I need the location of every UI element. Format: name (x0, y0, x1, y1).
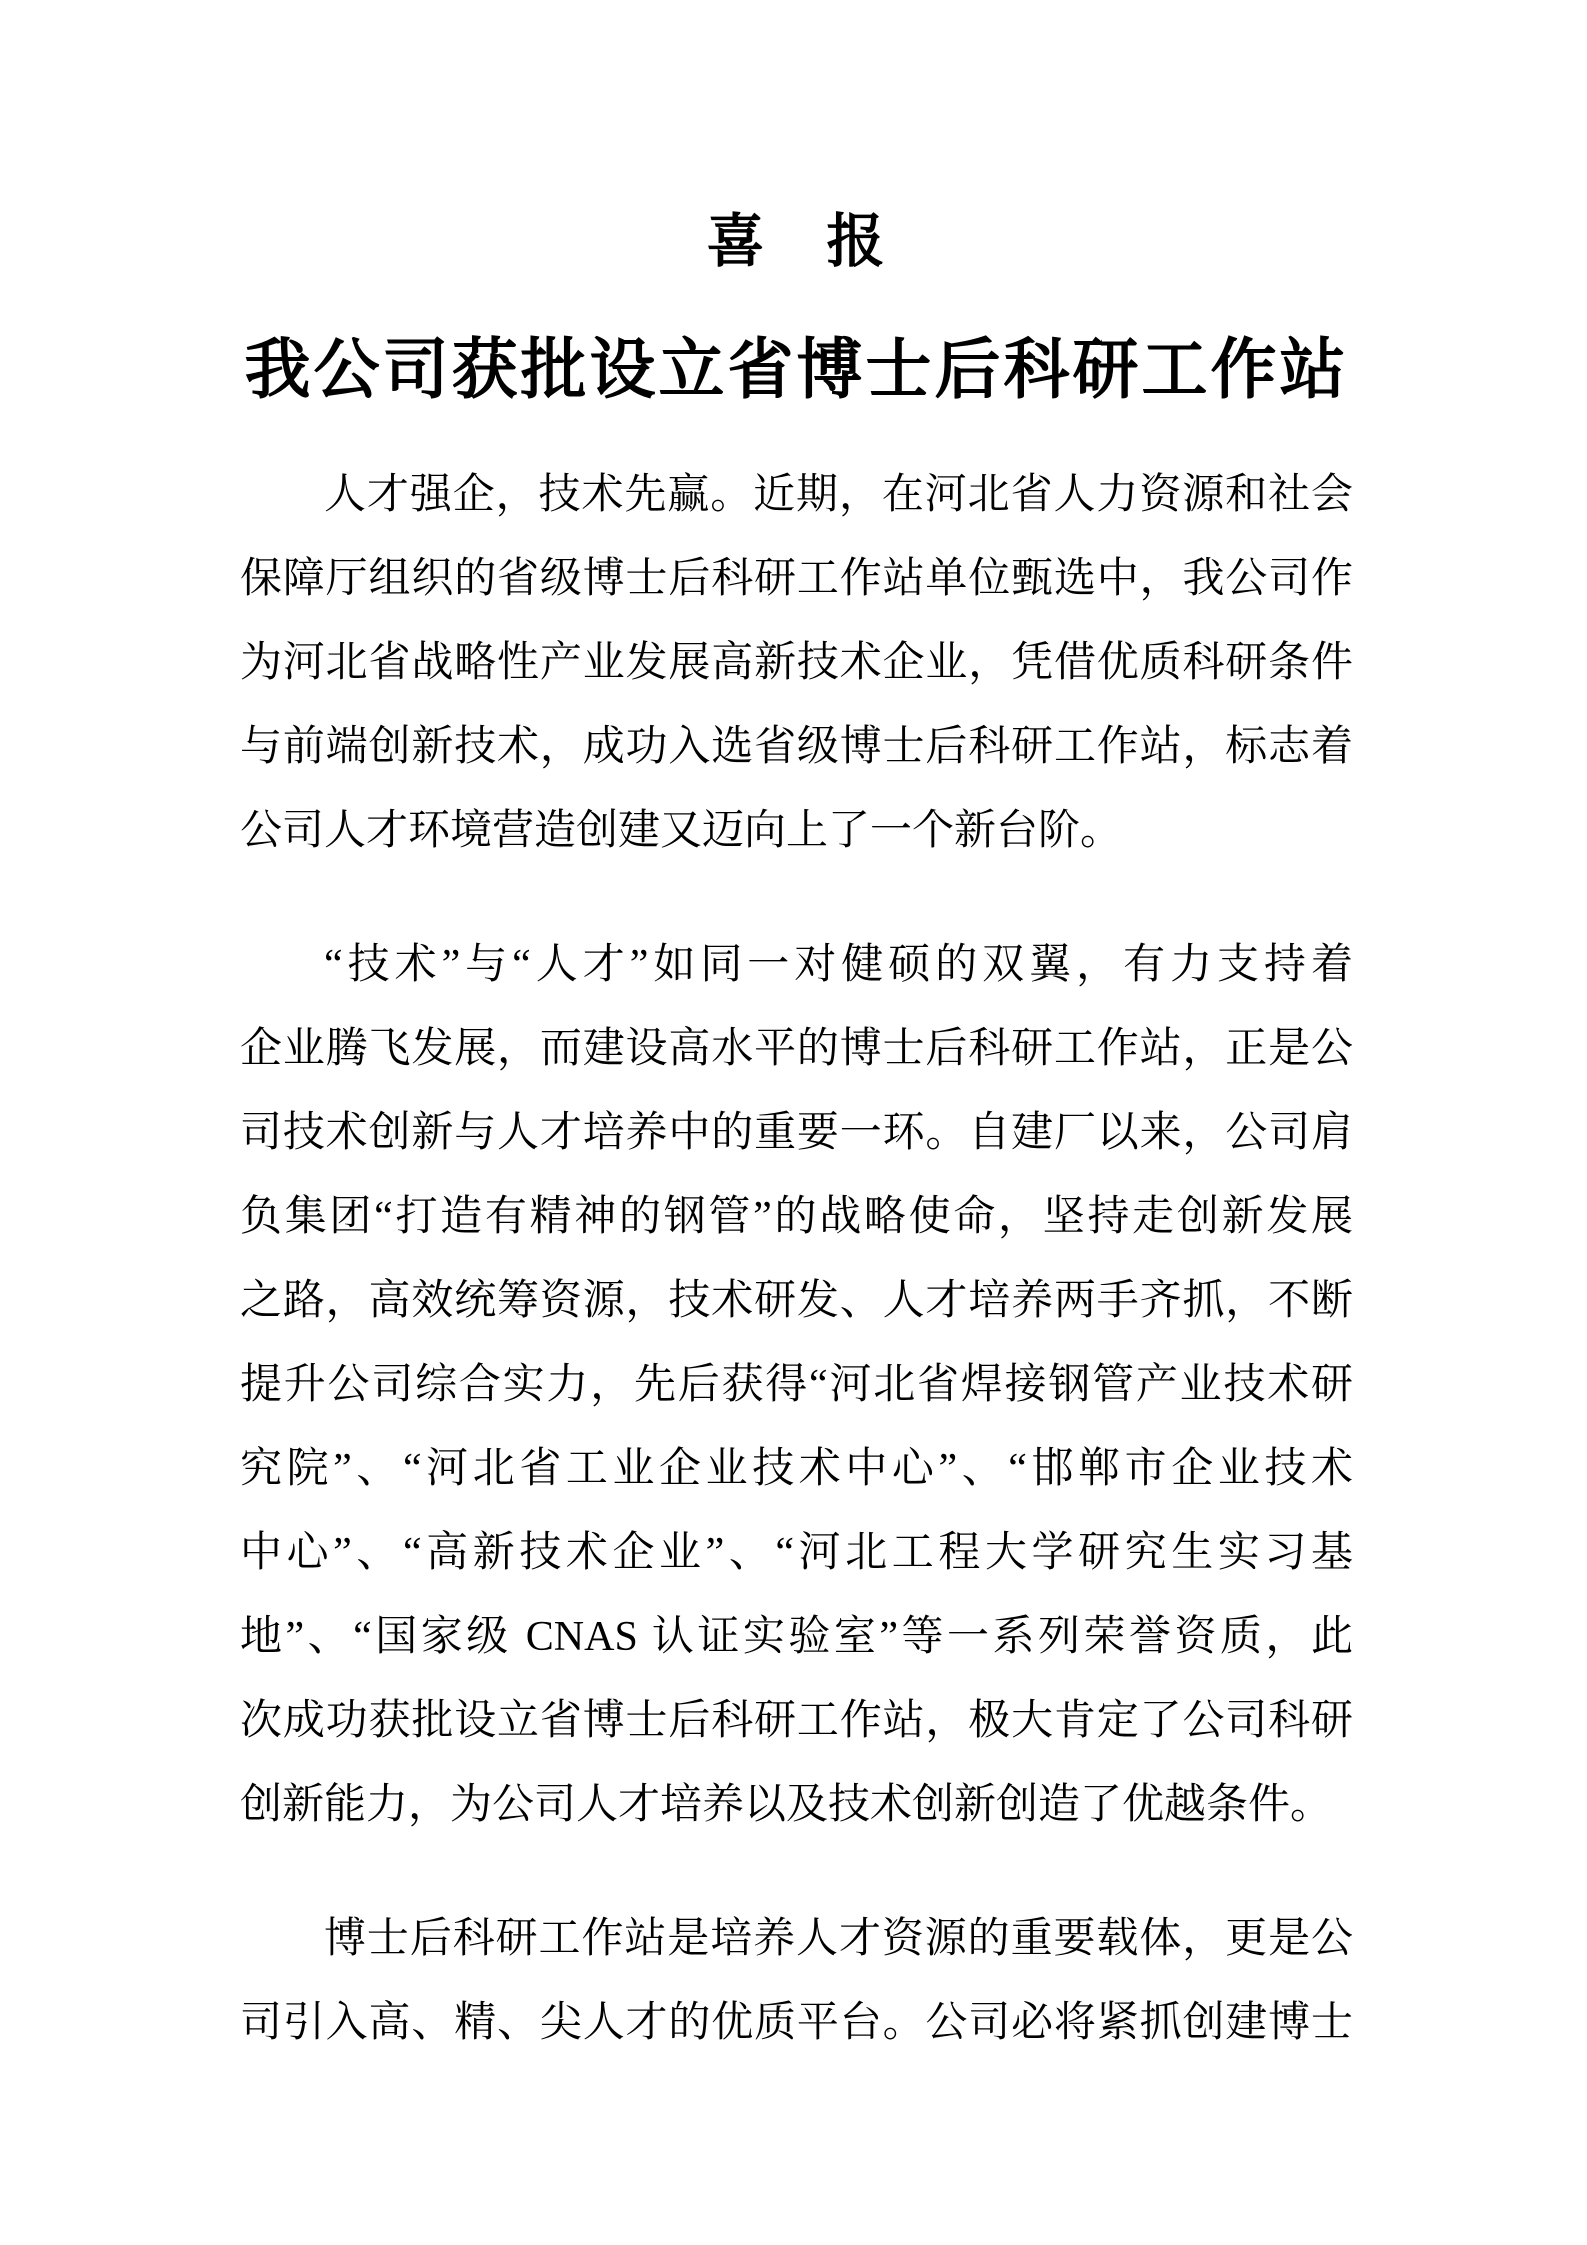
paragraph-line: 创新能力，为公司人才培养以及技术创新创造了优越条件。 (240, 1782, 1333, 1828)
paragraph-line: 中心”、“高新技术企业”、“河北工程大学研究生实习基 (240, 1530, 1353, 1576)
paragraph (240, 923, 1353, 1847)
paragraph-line: 司引入高、精、尖人才的优质平台。公司必将紧抓创建博士 (240, 2000, 1353, 2046)
document-body (240, 453, 1353, 2065)
paragraph-line: 负集团“打造有精神的钢管”的战略使命，坚持走创新发展 (240, 1194, 1353, 1240)
paragraph-line: 为河北省战略性产业发展高新技术企业，凭借优质科研条件 (240, 640, 1353, 686)
paragraph (240, 1897, 1353, 2065)
paragraph-line: 公司人才环境营造创建又迈向上了一个新台阶。 (240, 808, 1123, 854)
paragraph-line: 之路，高效统筹资源，技术研发、人才培养两手齐抓，不断 (240, 1278, 1353, 1324)
document-title: 喜 报 (706, 209, 887, 274)
paragraph-line: 博士后科研工作站是培养人才资源的重要载体，更是公 (324, 1916, 1353, 1962)
document-subtitle: 我公司获批设立省博士后科研工作站 (244, 334, 1349, 407)
paragraph-line: 究院”、“河北省工业企业技术中心”、“邯郸市企业技术 (240, 1446, 1353, 1492)
paragraph-line: 司技术创新与人才培养中的重要一环。自建厂以来，公司肩 (240, 1110, 1353, 1156)
paragraph-line: 人才强企，技术先赢。近期，在河北省人力资源和社会 (324, 472, 1353, 518)
paragraph-line: 次成功获批设立省博士后科研工作站，极大肯定了公司科研 (240, 1698, 1353, 1744)
document-content (240, 0, 1353, 2065)
paragraph-line: 提升公司综合实力，先后获得“河北省焊接钢管产业技术研 (240, 1362, 1353, 1408)
paragraph-line: 与前端创新技术，成功入选省级博士后科研工作站，标志着 (240, 724, 1353, 770)
paragraph-line: 企业腾飞发展，而建设高水平的博士后科研工作站，正是公 (240, 1026, 1353, 1072)
paragraph-line: 地”、“国家级 CNAS 认证实验室”等一系列荣誉资质，此 (240, 1614, 1353, 1660)
paragraph-line: 保障厅组织的省级博士后科研工作站单位甄选中，我公司作 (240, 556, 1353, 602)
paragraph (240, 453, 1353, 873)
paragraph-line: “技术”与“人才”如同一对健硕的双翼，有力支持着 (324, 942, 1353, 988)
